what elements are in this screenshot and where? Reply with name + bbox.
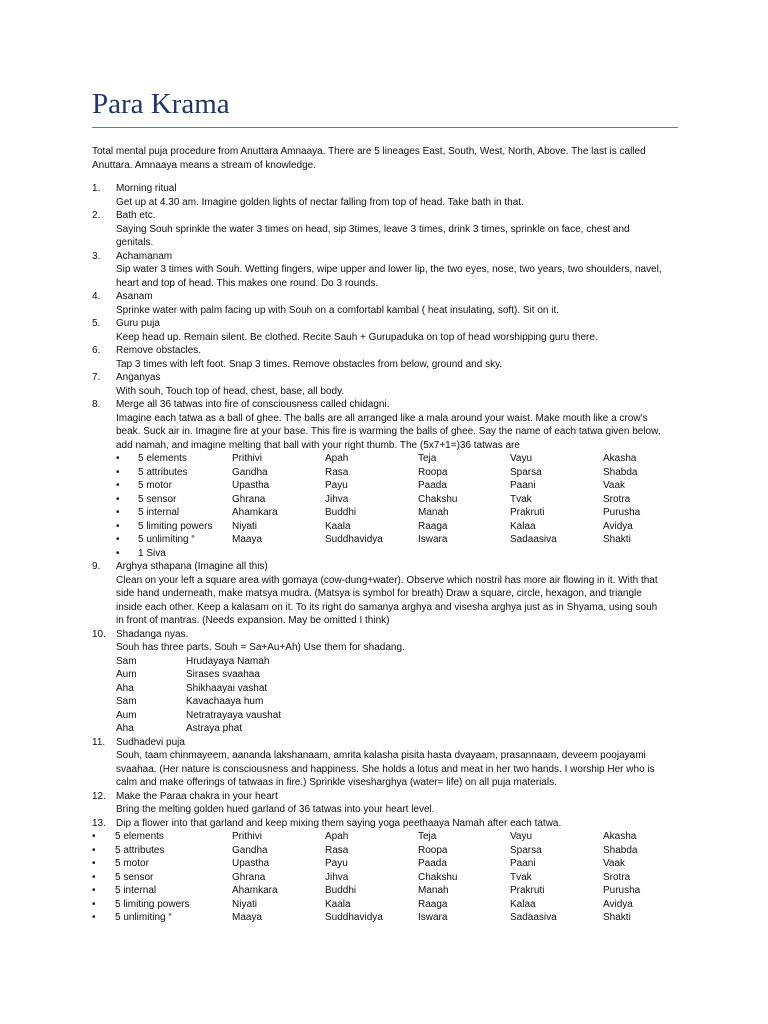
tatwa-cell: 5 unlimiting “ [115, 912, 172, 923]
tatwa-cell: 5 attributes [115, 844, 165, 856]
tatwa-cell: Ghrana [232, 871, 266, 883]
tatwa-cell: Ghrana [232, 493, 266, 505]
nyas-syllable: Aha [116, 682, 134, 694]
page-title: Para Krama [92, 88, 230, 120]
tatwa-cell: Vaak [603, 858, 626, 869]
step-number: 5. [92, 318, 101, 329]
bullet-icon: • [92, 844, 96, 856]
tatwa-cell: Vaak [603, 480, 626, 491]
tatwa-cell: Vayu [510, 831, 533, 842]
tatwa-cell: Maaya [232, 912, 263, 923]
step-heading: Arghya sthapana (Imagine all this) [116, 561, 268, 572]
tatwa-cell: Upastha [232, 480, 270, 491]
bullet-icon: • [92, 885, 96, 896]
tatwa-cell: 5 motor [115, 858, 149, 869]
tatwa-list [92, 830, 664, 925]
tatwa-cell: Iswara [418, 912, 448, 923]
tatwa-cell: Teja [418, 831, 437, 842]
step-number: 3. [92, 250, 101, 262]
tatwa-cell: 5 internal [115, 885, 157, 896]
tatwa-row [116, 493, 664, 507]
step-heading: Asanam [116, 291, 153, 302]
step-heading: Merge all 36 tatwas into fire of consciousness called chidagni. [116, 399, 390, 410]
tatwa-cell: Roopa [418, 466, 448, 478]
tatwa-row [116, 452, 664, 466]
tatwa-row [92, 844, 664, 858]
tatwa-cell: Upastha [232, 858, 270, 869]
tatwa-cell: Rasa [325, 466, 349, 478]
tatwa-cell: Shakti [603, 534, 631, 545]
nyas-row [116, 682, 664, 696]
step-number: 7. [92, 372, 101, 383]
step-item [92, 628, 678, 736]
step-item [92, 182, 678, 209]
nyas-row [116, 655, 664, 669]
tatwa-cell: 5 sensor [138, 493, 177, 505]
tatwa-cell: 5 internal [138, 507, 180, 518]
step-item [92, 790, 678, 817]
bullet-icon: • [92, 831, 96, 842]
bullet-icon: • [92, 858, 96, 869]
tatwa-cell: 5 limiting powers [115, 898, 190, 910]
title-underline [92, 127, 678, 128]
step-heading: Bath etc. [116, 210, 156, 221]
tatwa-row [116, 506, 664, 520]
step-body [116, 371, 664, 398]
tatwa-cell: 5 attributes [138, 466, 188, 478]
tatwa-cell: 5 motor [138, 480, 172, 491]
tatwa-row [92, 911, 664, 925]
tatwa-cell: Prakruti [510, 885, 545, 896]
step-text: Bring the melting golden hued garland of 36 tatwas into your heart level. [116, 804, 435, 815]
tatwa-cell: Shakti [603, 912, 631, 923]
step-number: 9. [92, 561, 101, 572]
tatwa-row [116, 479, 664, 493]
tatwa-cell: Srotra [603, 871, 631, 883]
step-text: Get up at 4.30 am. Imagine golden lights of nectar falling from top of head. Take bath in that. [116, 196, 524, 208]
nyas-mantra: Hrudayaya Namah [186, 655, 270, 667]
tatwa-cell: Rasa [325, 844, 349, 856]
tatwa-row [92, 857, 664, 871]
step-body [116, 790, 664, 817]
step-body [116, 628, 664, 736]
step-body [116, 317, 664, 344]
tatwa-cell: Srotra [603, 493, 631, 505]
nyas-row [116, 695, 664, 709]
tatwa-cell: Shabda [603, 466, 638, 478]
step-number: 11. [92, 736, 106, 748]
bullet-icon: • [116, 547, 120, 559]
step-text: Tap 3 times with left foot. Snap 3 times. Remove obstacles from below, ground and sky. [116, 358, 503, 370]
document-page [92, 86, 678, 925]
tatwa-cell: Roopa [418, 844, 448, 856]
tatwa-cell: Suddhavidya [325, 912, 383, 923]
step-text: Sip water 3 times with Souh. Wetting fingers, wipe upper and lower lip, the two eyes, nose, two years, two shoulders, navel, heart and top of head. This makes one round. Do 3 rounds. [116, 264, 662, 289]
tatwa-list [116, 452, 664, 560]
tatwa-cell: Sparsa [510, 844, 542, 856]
nyas-mantra: Astraya phat [186, 723, 243, 734]
tatwa-cell: Avidya [603, 520, 633, 532]
step-body [116, 736, 664, 790]
tatwa-cell: Jihva [325, 871, 349, 883]
step-heading: Remove obstacles. [116, 345, 202, 356]
tatwa-cell: 5 unlimiting “ [138, 534, 195, 545]
step-body [116, 560, 664, 628]
tatwa-cell: 1 Siva [138, 547, 166, 559]
step-heading: Sudhadevi puja [116, 736, 185, 748]
tatwa-row [116, 466, 664, 480]
step-item [92, 736, 678, 790]
tatwa-cell: Sparsa [510, 466, 542, 478]
step-item [92, 398, 678, 560]
tatwa-cell: Jihva [325, 493, 349, 505]
bullet-icon: • [116, 507, 120, 518]
nyas-syllable: Aum [116, 709, 137, 721]
step-text: Souh has three parts. Souh = Sa+Au+Ah) Use them for shadang. [116, 642, 405, 653]
bullet-icon: • [116, 493, 120, 505]
step-heading: Shadanga nyas. [116, 628, 189, 640]
step-number: 8. [92, 399, 101, 410]
tatwa-row [116, 520, 664, 534]
tatwa-cell: Paada [418, 480, 447, 491]
step-number: 12. [92, 790, 106, 802]
step-heading: Dip a flower into that garland and keep mixing them saying yoga peethaaya Namah after each tatwa. [116, 817, 562, 829]
bullet-icon: • [116, 480, 120, 491]
tatwa-cell: Tvak [510, 493, 532, 505]
tatwa-row [92, 898, 664, 912]
step-number: 13. [92, 817, 106, 829]
bullet-icon: • [116, 466, 120, 478]
nyas-syllable: Aum [116, 669, 137, 680]
tatwa-cell: Purusha [603, 507, 641, 518]
tatwa-cell: Kaala [325, 520, 351, 532]
tatwa-cell: Gandha [232, 466, 268, 478]
tatwa-cell: Maaya [232, 534, 263, 545]
step-heading: Make the Paraa chakra in your heart [116, 790, 278, 802]
step-text: Imagine each tatwa as a ball of ghee. The balls are all arranged like a mala around your waist. Make mouth like a crow’s beak. Suck air in. Imagine fire at your base. This fire is warming the balls of ghee. Say the name of each tatwa given below, add namah, and imagine melting that ball with your right thumb. The (5x7+1=)36 tatwas are [116, 412, 661, 451]
tatwa-row [92, 830, 664, 844]
tatwa-cell: Manah [418, 507, 449, 518]
step-body [116, 250, 664, 291]
step-text: With souh, Touch top of head, chest, base, all body. [116, 385, 345, 397]
bullet-icon: • [116, 534, 120, 545]
bullet-icon: • [92, 871, 96, 883]
tatwa-cell: Prithivi [232, 453, 263, 464]
tatwa-row [92, 871, 664, 885]
tatwa-cell: Niyati [232, 898, 258, 910]
step-item [92, 209, 678, 250]
nyas-mantra: Netratrayaya vaushat [186, 709, 282, 721]
tatwa-cell: Vayu [510, 453, 533, 464]
nyas-mantra: Sirases svaahaa [186, 669, 260, 680]
step-item [92, 817, 678, 925]
tatwa-cell: Paani [510, 858, 536, 869]
step-body [116, 398, 664, 560]
step-text: Saying Souh sprinkle the water 3 times on head, sip 3times, leave 3 times, drink 3 times, sprinkle on face, chest and genitals. [116, 223, 630, 248]
tatwa-cell: Apah [325, 831, 349, 842]
bullet-icon: • [116, 453, 120, 464]
step-item [92, 290, 678, 317]
tatwa-cell: Gandha [232, 844, 268, 856]
tatwa-cell: Chakshu [418, 871, 458, 883]
nyas-syllable: Sam [116, 655, 137, 667]
step-number: 10. [92, 628, 106, 640]
step-heading: Anganyas [116, 372, 161, 383]
tatwa-cell: Sadaasiva [510, 534, 557, 545]
tatwa-cell: Akasha [603, 453, 637, 464]
tatwa-cell: Raaga [418, 898, 448, 910]
tatwa-cell: Kalaa [510, 898, 536, 910]
bullet-icon: • [92, 898, 96, 910]
step-number: 1. [92, 183, 101, 194]
step-item [92, 560, 678, 628]
tatwa-cell: Niyati [232, 520, 258, 532]
step-item [92, 371, 678, 398]
intro-paragraph: Total mental puja procedure from Anuttara Amnaaya. There are 5 lineages East, South, West, North, Above. The last is called Anuttara. Amnaaya means a stream of knowledge. [92, 146, 646, 171]
tatwa-cell: 5 elements [138, 453, 187, 464]
tatwa-cell: Manah [418, 885, 449, 896]
tatwa-cell: Suddhavidya [325, 534, 383, 545]
step-number: 4. [92, 291, 101, 302]
step-text: Keep head up. Remain silent. Be clothed. Recite Sauh + Gurupaduka on top of head worshipping guru there. [116, 331, 598, 343]
bullet-icon: • [92, 912, 96, 923]
tatwa-cell: Kalaa [510, 520, 536, 532]
tatwa-cell: Prithivi [232, 831, 263, 842]
step-number: 2. [92, 210, 101, 221]
tatwa-cell: Chakshu [418, 493, 458, 505]
tatwa-cell: Payu [325, 480, 348, 491]
nyas-row [116, 722, 664, 736]
tatwa-cell: Paani [510, 480, 536, 491]
tatwa-cell: Raaga [418, 520, 448, 532]
tatwa-cell: 5 elements [115, 831, 164, 842]
step-text: Sprinke water with palm facing up with Souh on a comfortabl kambal ( heat insulating, soft). Sit on it. [116, 304, 559, 316]
tatwa-cell: Sadaasiva [510, 912, 557, 923]
step-body [116, 209, 664, 250]
tatwa-cell: Buddhi [325, 507, 357, 518]
nyas-mantra: Shikhaayai vashat [186, 682, 268, 694]
nyas-row [116, 709, 664, 723]
tatwa-cell: 5 sensor [115, 871, 154, 883]
tatwa-cell: 5 limiting powers [138, 520, 213, 532]
step-heading: Morning ritual [116, 183, 177, 194]
step-item [92, 250, 678, 291]
tatwa-cell: Purusha [603, 885, 641, 896]
step-text: Souh, taam chinmayeem, aananda lakshanaam, amrita kalasha pisita hasta dvayaam, prasannaam, deveem poojayami svaahaa. (Her nature is consciousness and happiness. She holds a lotus and meat in her two hands. I worship Her who is calm and make offerings of tatwaas in fire.) Sprinkle visesharghya (water= life) on all puja materials. [116, 750, 655, 788]
step-body [116, 290, 664, 317]
nyas-syllable: Aha [116, 723, 134, 734]
tatwa-cell: Paada [418, 858, 447, 869]
nyas-syllable: Sam [116, 696, 137, 707]
step-body [116, 182, 664, 209]
steps-list [92, 182, 678, 925]
tatwa-cell: Teja [418, 453, 437, 464]
step-text: Clean on your left a square area with gomaya (cow-dung+water). Observe which nostril has more air flowing in it. With that side hand underneath, make matsya mudra. (Matsya is symbol for breath) Draw a square, circle, hexagon, and triangle inside each other. Keep a kalasam on it. To its right do samanya arghya and visesha arghya just as in Shyama, using souh in front of mantras. (Needs expansion. May be omitted I think) [116, 574, 658, 626]
tatwa-cell: Ahamkara [232, 885, 278, 896]
tatwa-cell: Payu [325, 858, 348, 869]
tatwa-row [116, 533, 664, 547]
nyas-row [116, 668, 664, 682]
step-heading: Achamanam [116, 250, 173, 262]
bullet-icon: • [116, 520, 120, 532]
nyas-mantra: Kavachaaya hum [186, 696, 264, 707]
tatwa-cell: Apah [325, 453, 349, 464]
tatwa-cell: Tvak [510, 871, 532, 883]
tatwa-row [92, 884, 664, 898]
step-item [92, 317, 678, 344]
step-body [116, 344, 664, 371]
tatwa-cell: Iswara [418, 534, 448, 545]
tatwa-cell: Kaala [325, 898, 351, 910]
step-number: 6. [92, 345, 101, 356]
tatwa-cell: Buddhi [325, 885, 357, 896]
step-heading: Guru puja [116, 318, 160, 329]
tatwa-cell: Akasha [603, 831, 637, 842]
tatwa-cell: Shabda [603, 844, 638, 856]
tatwa-cell: Ahamkara [232, 507, 278, 518]
tatwa-row [116, 547, 664, 561]
tatwa-cell: Avidya [603, 898, 633, 910]
tatwa-cell: Prakruti [510, 507, 545, 518]
step-item [92, 344, 678, 371]
